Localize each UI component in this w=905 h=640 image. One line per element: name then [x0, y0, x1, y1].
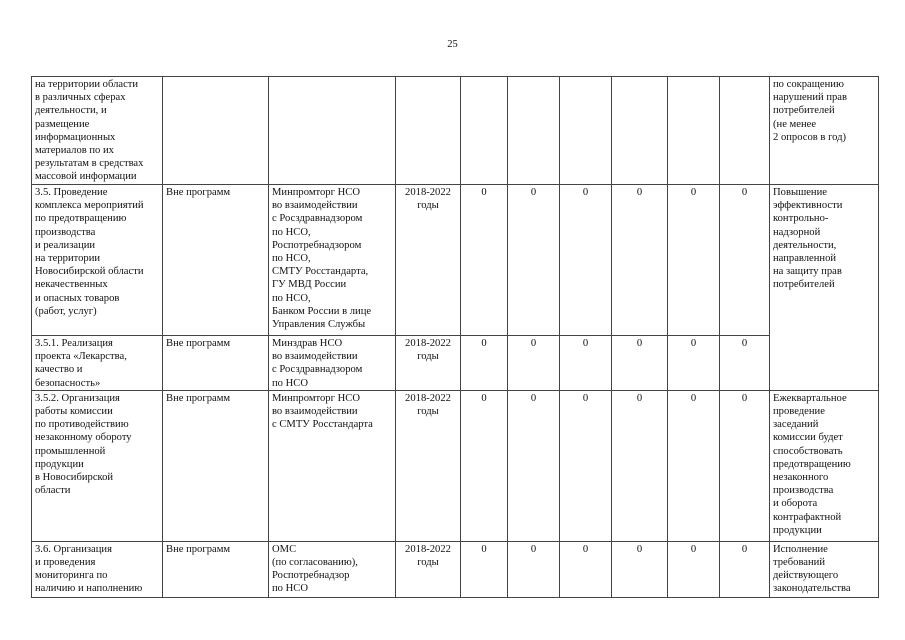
value-cell: 0 [461, 185, 508, 336]
funding-source-cell: Вне программ [163, 336, 269, 391]
expected-result-cell: Повышение эффективности контрольно- надзорной деятельности, направленной на защиту прав потребителей [770, 185, 879, 391]
value-cell [668, 77, 720, 185]
value-cell: 0 [560, 185, 612, 336]
activity-cell: 3.5. Проведение комплекса мероприятий по предотвращению производства и реализации на территории Новосибирской области некачественных и опасных товаров (работ, услуг) [32, 185, 163, 336]
value-cell [508, 77, 560, 185]
funding-source-cell [163, 77, 269, 185]
executors-cell: ОМС (по согласованию), Роспотребнадзор по НСО [269, 541, 396, 597]
value-cell: 0 [668, 336, 720, 391]
funding-source-cell: Вне программ [163, 390, 269, 541]
table-row [32, 336, 879, 391]
value-cell: 0 [508, 390, 560, 541]
program-table [31, 76, 879, 598]
value-cell: 0 [612, 336, 668, 391]
value-cell: 0 [612, 185, 668, 336]
table-row [32, 77, 879, 185]
value-cell: 0 [668, 185, 720, 336]
activity-cell: 3.5.2. Организация работы комиссии по противодействию незаконному обороту промышленной продукции в Новосибирской области [32, 390, 163, 541]
value-cell: 0 [508, 541, 560, 597]
value-cell: 0 [560, 390, 612, 541]
value-cell: 0 [668, 541, 720, 597]
value-cell: 0 [461, 390, 508, 541]
page-number: 25 [447, 39, 458, 50]
value-cell [720, 77, 770, 185]
funding-source-cell: Вне программ [163, 541, 269, 597]
value-cell: 0 [508, 185, 560, 336]
value-cell: 0 [720, 541, 770, 597]
expected-result-cell: по сокращению нарушений прав потребителей (не менее 2 опросов в год) [770, 77, 879, 185]
table-row [32, 541, 879, 597]
table-row [32, 390, 879, 541]
period-cell: 2018-2022 годы [396, 336, 461, 391]
value-cell: 0 [508, 336, 560, 391]
period-cell: 2018-2022 годы [396, 390, 461, 541]
activity-cell: 3.5.1. Реализация проекта «Лекарства, качество и безопасность» [32, 336, 163, 391]
period-cell: 2018-2022 годы [396, 185, 461, 336]
funding-source-cell: Вне программ [163, 185, 269, 336]
value-cell: 0 [461, 541, 508, 597]
value-cell: 0 [720, 336, 770, 391]
table-row [32, 185, 879, 336]
activity-cell: на территории области в различных сферах деятельности, и размещение информационных материалов по их результатам в средствах массовой информации [32, 77, 163, 185]
value-cell: 0 [560, 541, 612, 597]
value-cell [560, 77, 612, 185]
activity-cell: 3.6. Организация и проведения мониторинга по наличию и наполнению [32, 541, 163, 597]
value-cell: 0 [612, 390, 668, 541]
value-cell [612, 77, 668, 185]
value-cell [461, 77, 508, 185]
value-cell: 0 [668, 390, 720, 541]
expected-result-cell: Ежеквартальное проведение заседаний комиссии будет способствовать предотвращению незаконного производства и оборота контрафактной продукции [770, 390, 879, 541]
value-cell: 0 [720, 185, 770, 336]
value-cell: 0 [720, 390, 770, 541]
value-cell: 0 [560, 336, 612, 391]
executors-cell: Минпромторг НСО во взаимодействии с Росздравнадзором по НСО, Роспотребнадзором по НСО, СМТУ Росстандарта, ГУ МВД России по НСО, Банком России в лице Управления Службы [269, 185, 396, 336]
period-cell [396, 77, 461, 185]
period-cell: 2018-2022 годы [396, 541, 461, 597]
value-cell: 0 [612, 541, 668, 597]
executors-cell [269, 77, 396, 185]
expected-result-cell: Исполнение требований действующего законодательства [770, 541, 879, 597]
executors-cell: Минздрав НСО во взаимодействии с Росздравнадзором по НСО [269, 336, 396, 391]
value-cell: 0 [461, 336, 508, 391]
executors-cell: Минпромторг НСО во взаимодействии с СМТУ Росстандарта [269, 390, 396, 541]
